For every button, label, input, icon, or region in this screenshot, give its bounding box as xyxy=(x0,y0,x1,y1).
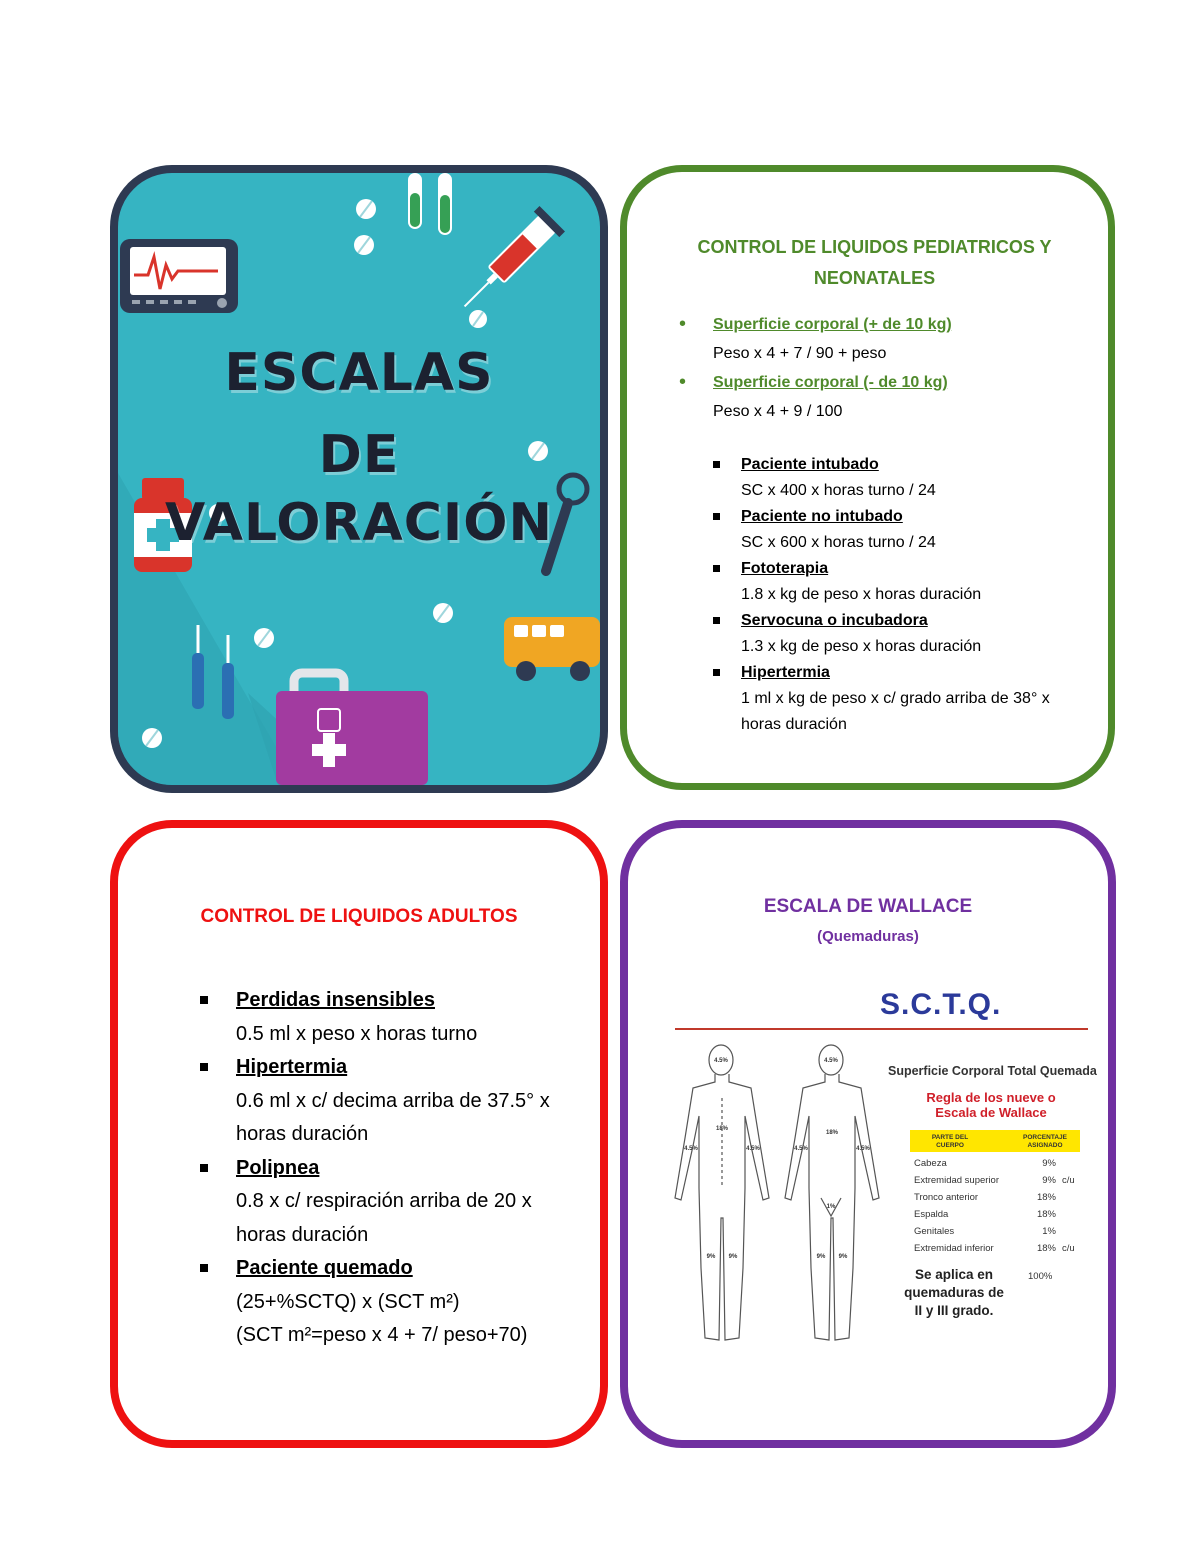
row-part: Espalda xyxy=(914,1209,949,1220)
pediatric-surface-list xyxy=(679,310,1079,426)
row-part: Cabeza xyxy=(914,1158,947,1169)
list-item xyxy=(679,368,1079,426)
condition-heading: Paciente intubado xyxy=(741,456,879,473)
applies-line-3: II y III grado. xyxy=(914,1303,994,1318)
table-row xyxy=(914,1192,1094,1209)
adult-item-heading: Paciente quemado xyxy=(236,1257,413,1279)
cover-title-line-2: DE xyxy=(318,425,400,485)
row-percentage: 18% xyxy=(1036,1192,1056,1203)
total-percentage: 100% xyxy=(1028,1271,1053,1282)
syringe-icon xyxy=(452,206,565,319)
row-percentage: 18% xyxy=(1036,1243,1056,1254)
body-figures-diagram xyxy=(663,1038,888,1368)
list-item xyxy=(200,984,570,1051)
wallace-subtitle: (Quemaduras) xyxy=(817,928,919,945)
row-part: Genitales xyxy=(914,1226,955,1237)
column-header-part: PARTE DEL CUERPO xyxy=(931,1134,969,1149)
figure-label-leg-front-left: 9% xyxy=(816,1254,826,1260)
row-percentage: 18% xyxy=(1036,1209,1056,1220)
row-percentage: 9% xyxy=(1042,1175,1056,1186)
adult-fluids-card xyxy=(110,820,608,1448)
list-item xyxy=(713,660,1073,738)
row-part: Extremidad inferior xyxy=(914,1243,994,1254)
list-item xyxy=(200,1051,570,1152)
wallace-scale-card xyxy=(620,820,1116,1448)
condition-heading: Servocuna o incubadora xyxy=(741,612,928,629)
figure-label-arm-back-right: 4.5% xyxy=(746,1146,760,1152)
figure-label-trunk-back: 18% xyxy=(715,1126,729,1132)
table-row xyxy=(914,1226,1094,1243)
row-part: Extremidad superior xyxy=(914,1175,1000,1186)
surface-heavy-formula: Peso x 4 + 7 / 90 + peso xyxy=(713,345,887,362)
table-row xyxy=(914,1158,1094,1175)
surface-heavy-heading: • Superficie corporal (+ de 10 kg) xyxy=(713,316,952,333)
sctq-title: S.C.T.Q. xyxy=(880,988,1002,1021)
sctq-description: Superficie Corporal Total Quemada xyxy=(888,1064,1097,1078)
adult-item-heading: Hipertermia xyxy=(236,1056,348,1078)
adult-item-formula: 0.6 ml x c/ decima arriba de 37.5° x horas duración xyxy=(236,1089,550,1145)
condition-formula: SC x 600 x horas turno / 24 xyxy=(741,534,936,551)
adult-item-formula: (SCT m²=peso x 4 + 7/ peso+70) xyxy=(236,1324,528,1346)
table-row xyxy=(914,1175,1094,1192)
back-body-figure xyxy=(675,1045,769,1340)
table-row xyxy=(914,1209,1094,1226)
adults-title: CONTROL DE LIQUIDOS ADULTOS xyxy=(200,906,518,927)
adult-conditions-list xyxy=(200,984,570,1353)
figure-label-leg-front-right: 9% xyxy=(838,1254,848,1260)
row-note: c/u xyxy=(1062,1175,1075,1186)
applies-note xyxy=(886,1266,1022,1320)
rule-of-nines-title xyxy=(906,1090,1076,1120)
pediatric-title xyxy=(667,232,1082,294)
cover-title-line-1: ESCALAS xyxy=(224,343,494,403)
applies-line-1: Se aplica en xyxy=(914,1267,994,1282)
adult-item-formula: 0.5 ml x peso x horas turno xyxy=(236,1022,478,1045)
pediatric-fluids-card xyxy=(620,165,1115,790)
column-header-percentage: PORCENTAJE ASIGNADO xyxy=(1023,1134,1067,1149)
list-item xyxy=(713,556,1073,608)
cover-title-line-3: VALORACIÓN xyxy=(165,493,553,553)
divider xyxy=(675,1028,1088,1030)
rule-of-nines-table xyxy=(914,1158,1094,1260)
list-item xyxy=(200,1252,570,1353)
figure-label-head-back: 4.5% xyxy=(714,1058,728,1064)
figure-label-leg-back-left: 9% xyxy=(706,1254,716,1260)
ambulance-icon xyxy=(504,617,600,681)
condition-heading: Fototerapia xyxy=(741,560,829,577)
figure-label-leg-back-right: 9% xyxy=(728,1254,738,1260)
rule-title-line-1: Regla de los nueve o xyxy=(926,1090,1056,1105)
adult-item-formula: (25+%SCTQ) x (SCT m²) xyxy=(236,1290,460,1313)
pediatric-title-line-1: CONTROL DE LIQUIDOS PEDIATRICOS Y xyxy=(697,237,1052,257)
cover-card xyxy=(110,165,608,793)
figure-label-genital: 1% xyxy=(826,1204,836,1210)
rule-title-line-2: Escala de Wallace xyxy=(935,1105,1047,1120)
row-percentage: 9% xyxy=(1042,1158,1056,1169)
list-item xyxy=(713,452,1073,504)
condition-formula: SC x 400 x horas turno / 24 xyxy=(741,482,936,499)
adult-item-heading: Polipnea xyxy=(236,1156,320,1179)
condition-formula: 1.8 x kg de peso x horas duración xyxy=(741,586,982,603)
figure-label-head-front: 4.5% xyxy=(824,1058,838,1064)
heart-monitor-icon xyxy=(120,239,238,313)
list-item xyxy=(679,310,1079,368)
condition-formula: 1.3 x kg de peso x horas duración xyxy=(741,638,982,655)
figure-label-arm-back-left: 4.5% xyxy=(684,1146,698,1152)
list-item xyxy=(200,1152,570,1253)
figure-label-trunk-front: 18% xyxy=(825,1130,839,1136)
row-note: c/u xyxy=(1062,1243,1075,1254)
adult-item-formula: 0.8 x c/ respiración arriba de 20 x horas duración xyxy=(236,1190,532,1246)
test-tubes-icon xyxy=(408,173,452,235)
figure-label-arm-front-left: 4.5% xyxy=(794,1146,808,1152)
wallace-title: ESCALA DE WALLACE xyxy=(763,896,973,917)
applies-line-2: quemaduras de xyxy=(904,1285,1004,1300)
list-item xyxy=(713,504,1073,556)
condition-heading: Paciente no intubado xyxy=(741,508,903,525)
table-row xyxy=(914,1243,1094,1260)
figure-label-arm-front-right: 4.5% xyxy=(856,1146,870,1152)
surface-light-formula: Peso x 4 + 9 / 100 xyxy=(713,403,843,420)
surface-light-heading: • Superficie corporal (- de 10 kg) xyxy=(713,374,948,391)
list-item xyxy=(713,608,1073,660)
row-part: Tronco anterior xyxy=(914,1192,979,1203)
first-aid-kit-icon xyxy=(276,673,428,785)
condition-heading: Hipertermia xyxy=(741,664,830,681)
pediatric-title-line-2: NEONATALES xyxy=(813,268,936,288)
front-body-figure xyxy=(785,1045,879,1340)
pediatric-conditions-list xyxy=(713,452,1073,738)
adult-item-heading: Perdidas insensibles xyxy=(236,989,435,1011)
table-header xyxy=(910,1130,1080,1152)
row-percentage: 1% xyxy=(1042,1226,1056,1237)
condition-formula: 1 ml x kg de peso x c/ grado arriba de 38° x horas duración xyxy=(741,690,1050,733)
